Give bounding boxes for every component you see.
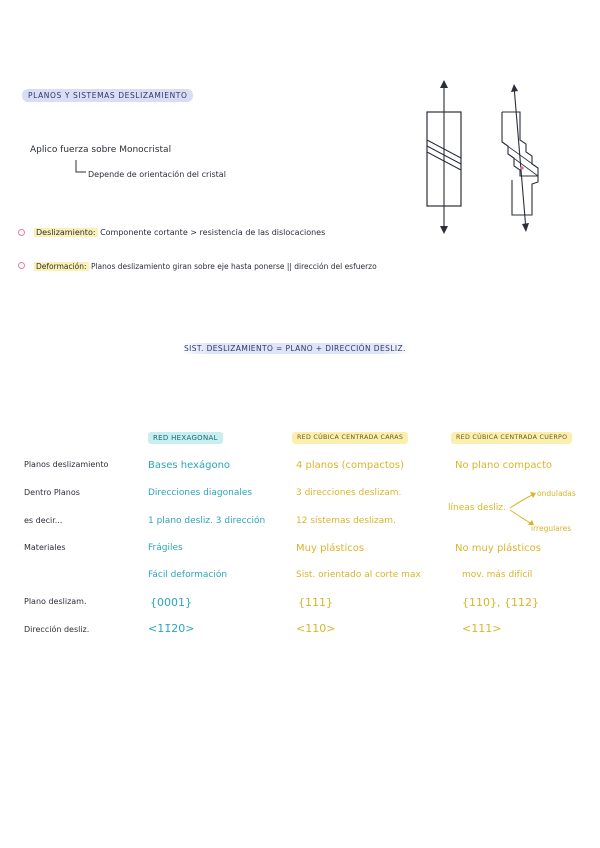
fcc-cell: Muy plásticos [296, 543, 365, 554]
fcc-cell: 4 planos (compactos) [296, 460, 405, 471]
bcc-cell: <111> [462, 622, 502, 635]
bullet-text: Componente cortante > resistencia de las dislocaciones [100, 228, 326, 237]
bullet-icon [18, 262, 25, 269]
header-red-ccc: RED CÚBICA CENTRADA CARAS [292, 432, 408, 444]
header-red-ccb: RED CÚBICA CENTRADA CUERPO [451, 432, 572, 444]
bullet-text: Planos deslizamiento giran sobre eje hasta ponerse || dirección del esfuerzo [90, 262, 377, 271]
bullet-deslizamiento [34, 228, 325, 237]
row-label: Dirección desliz. [24, 625, 90, 634]
row-label: Planos deslizamiento [24, 460, 109, 469]
intro-line-2: Depende de orientación del cristal [88, 170, 226, 179]
intro-line-1: Aplico fuerza sobre Monocristal [30, 145, 172, 155]
bcc-cell: No muy plásticos [455, 543, 541, 554]
row-label: Materiales [24, 543, 66, 552]
hex-cell: Direcciones diagonales [148, 488, 253, 498]
row-label: Plano deslizam. [24, 597, 87, 606]
bcc-cell: mov. más difícil [462, 570, 533, 580]
row-label: Dentro Planos [24, 488, 80, 497]
bcc-cell: {110}, {112} [462, 596, 539, 609]
bcc-note-branch-2: irregulares [531, 524, 572, 533]
bullet-label: Deslizamiento: [36, 228, 96, 237]
bcc-note-branch-1: onduladas [537, 489, 576, 498]
fcc-cell: {111} [298, 596, 333, 609]
bullet-label: Deformación: [36, 262, 87, 271]
hex-cell: Bases hexágono [148, 460, 231, 471]
bullet-deformacion [34, 262, 377, 271]
header-red-hexagonal: RED HEXAGONAL [148, 432, 223, 444]
hex-cell: Fácil deformación [148, 570, 228, 580]
bullet-icon [18, 229, 25, 236]
bcc-cell: No plano compacto [455, 460, 553, 471]
hex-cell: <11̄20> [148, 622, 195, 635]
sist-deslizamiento-definition: SIST. DESLIZAMIENTO = PLANO + DIRECCIÓN DESLIZ. [180, 343, 410, 354]
bcc-note-main: líneas desliz. [448, 503, 506, 513]
fcc-cell: 3 direcciones deslizam. [296, 488, 402, 498]
fcc-cell: Sist. orientado al corte max [296, 570, 421, 580]
fcc-cell: <110> [296, 622, 336, 635]
row-label: es decir... [24, 516, 63, 525]
monocrystal-diagram [410, 80, 560, 240]
page-title: PLANOS Y SISTEMAS DESLIZAMIENTO [22, 89, 193, 102]
fcc-cell: 12 sistemas deslizam. [296, 516, 396, 526]
hex-cell: {0001} [150, 596, 192, 609]
hex-cell: 1 plano desliz. 3 dirección [148, 516, 266, 526]
hex-cell: Frágiles [148, 543, 183, 553]
